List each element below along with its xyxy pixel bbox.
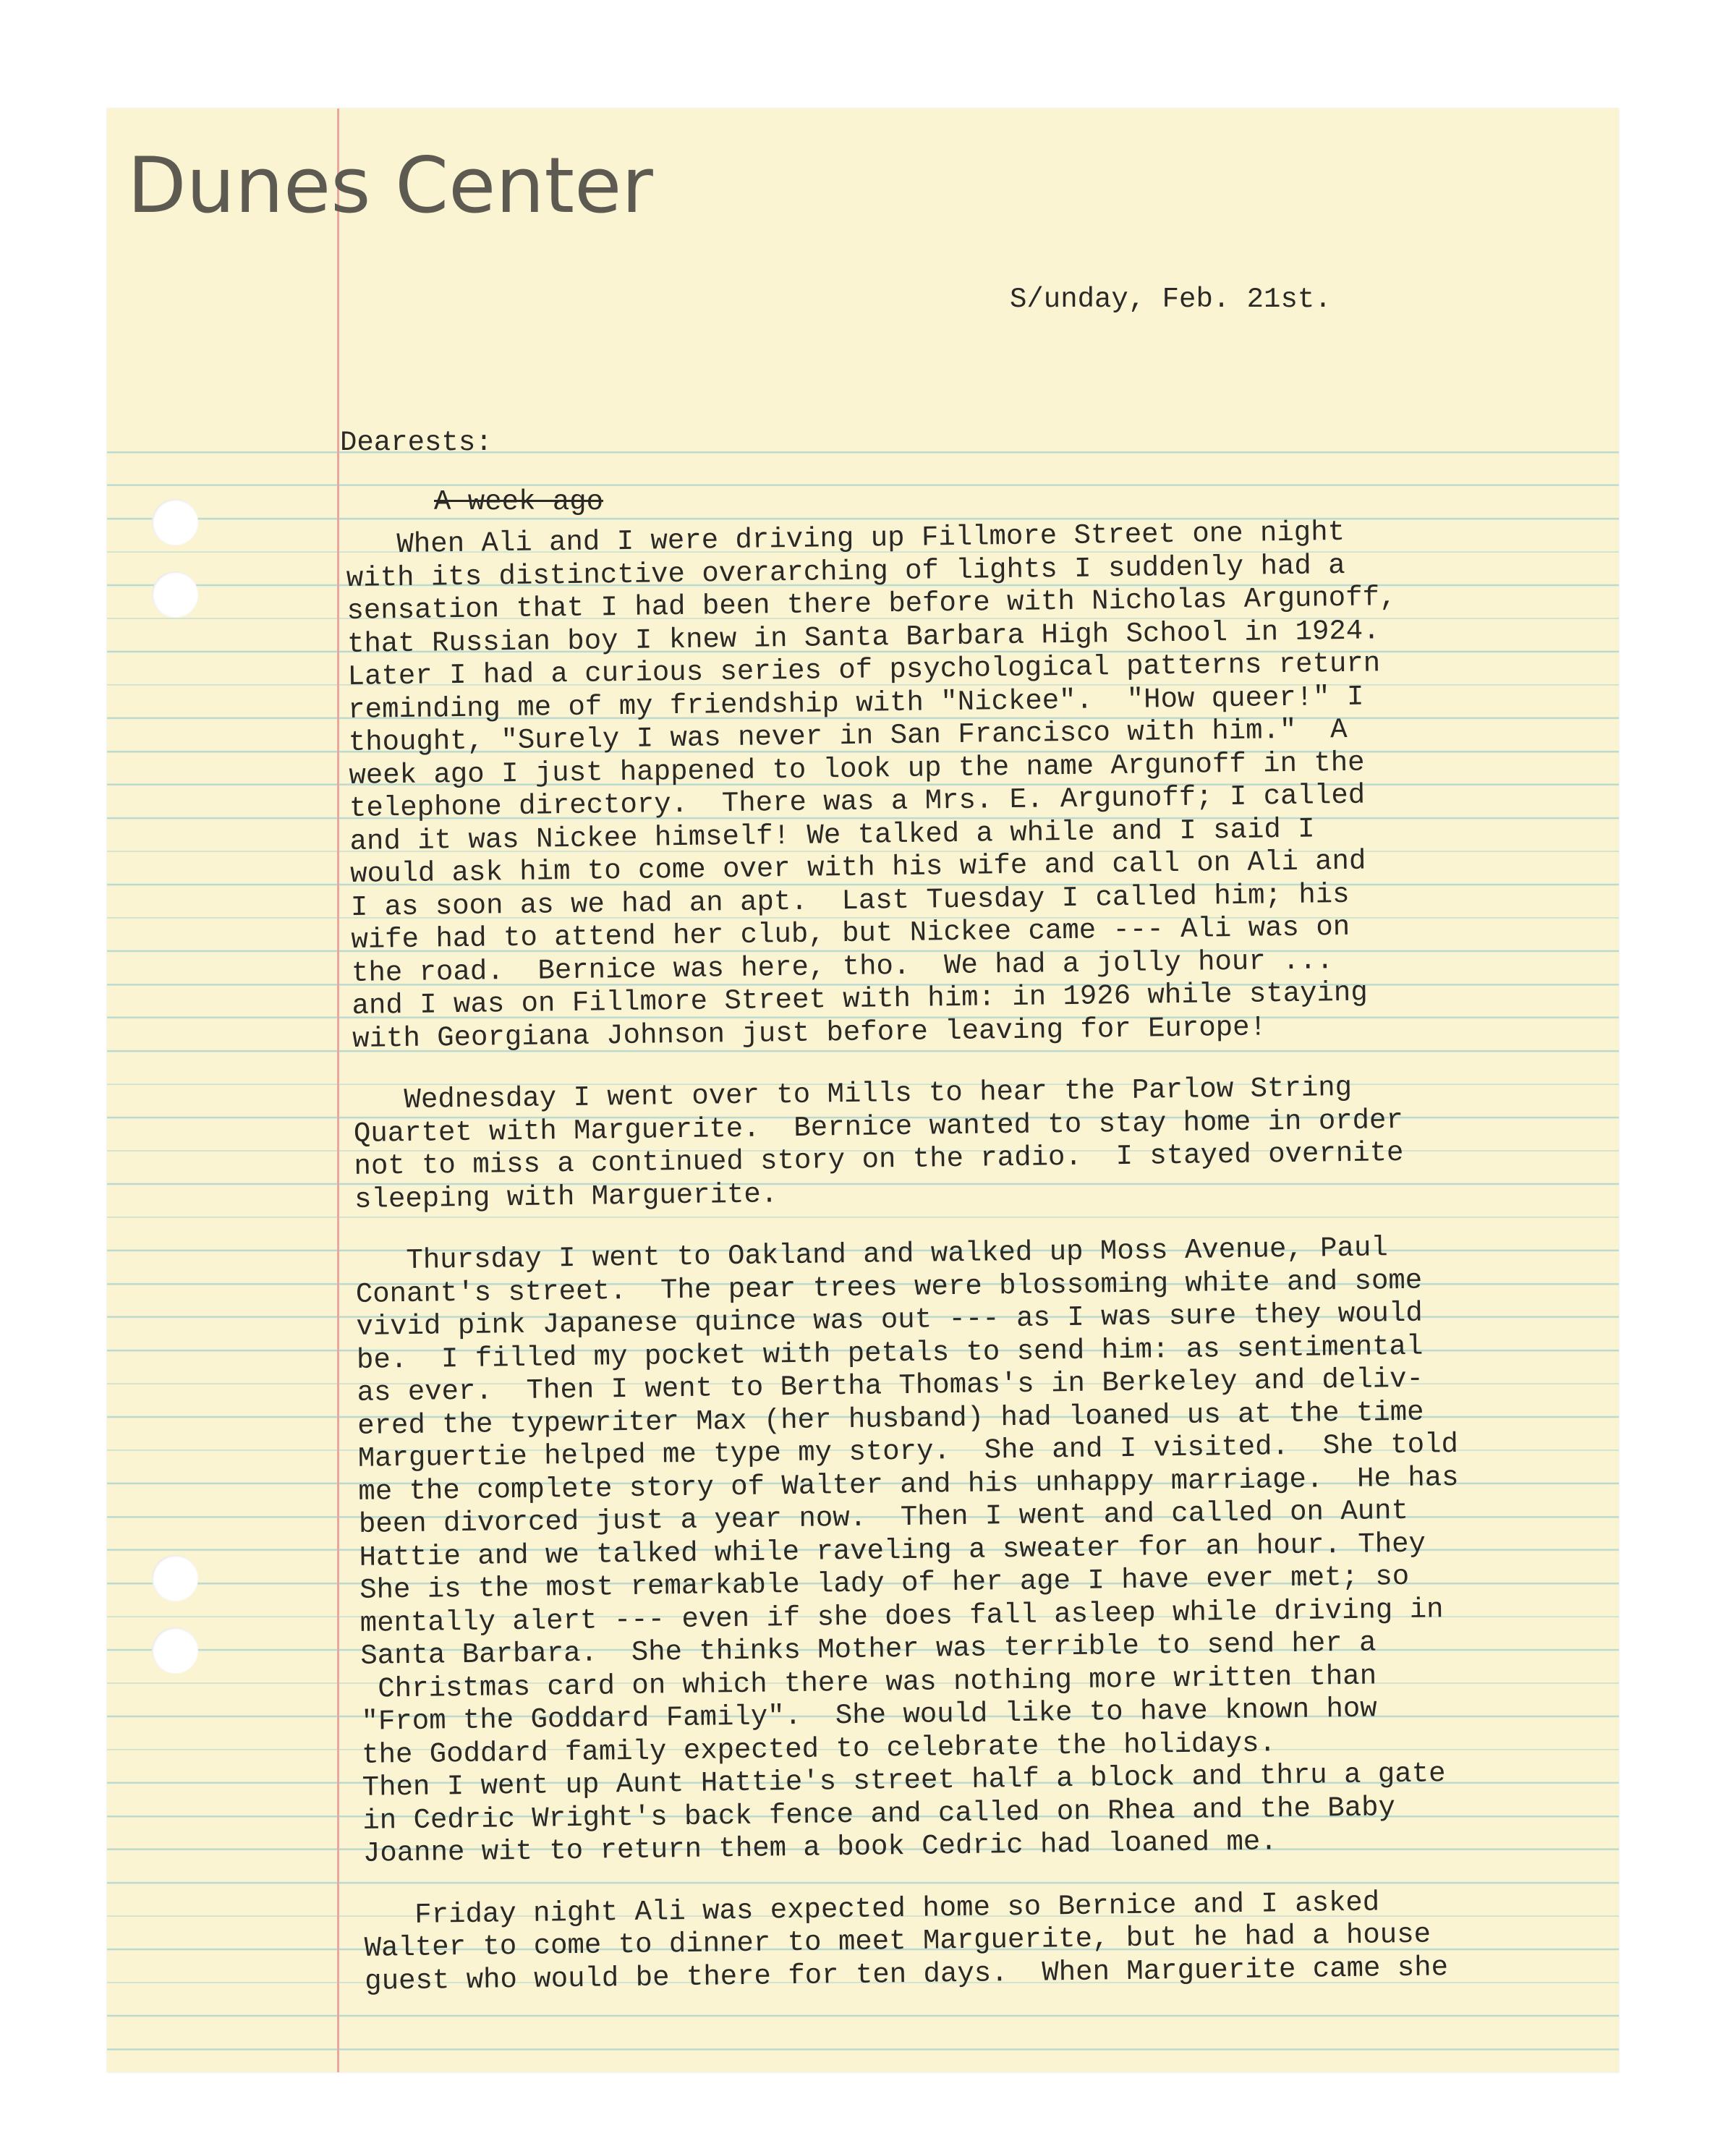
paragraph <box>353 1070 1455 1217</box>
text-line: the road. Bernice was here, tho. We had a jolly hour ... <box>351 944 1334 989</box>
text-line: sensation that I had been there before with Nicholas Argunoff, <box>346 581 1397 627</box>
punch-hole-3 <box>152 1555 198 1601</box>
text-line: reminding me of my friendship with "Nickee". "How queer!" I <box>347 681 1364 726</box>
punch-hole-4 <box>152 1627 198 1674</box>
text-line: with its distinctive overarching of lights I suddenly had a <box>346 549 1345 595</box>
paragraph <box>355 1231 1463 1870</box>
text-line: the Goddard family expected to celebrate the holidays. <box>361 1727 1277 1771</box>
text-line: Walter to come to dinner to meet Marguerite, but he had a house <box>364 1918 1431 1964</box>
text-line: Christmas card on which there was nothing more written than <box>360 1659 1377 1706</box>
punch-hole-1 <box>152 499 198 545</box>
text-line: Hattie and we talked while raveling a sweater for an hour. They <box>359 1528 1426 1574</box>
text-line: Then I went up Aunt Hattie's street half a block and thru a gate <box>362 1758 1446 1804</box>
text-line: mentally alert --- even if she does fall asleep while driving in <box>359 1593 1444 1640</box>
salutation: Dearests: <box>340 427 493 459</box>
text-line: me the complete story of Walter and his unhappy marriage. He has <box>358 1461 1459 1508</box>
text-line: and it was Nickee himself! We talked a while and I said I <box>349 813 1315 858</box>
text-line: telephone directory. There was a Mrs. E. Argunoff; I called <box>349 779 1366 825</box>
text-line: I as soon as we had an apt. Last Tuesday I called him; his <box>350 878 1350 924</box>
text-line: Later I had a curious series of psychological patterns return <box>347 647 1381 693</box>
struck-text-span: A week ago <box>434 486 604 518</box>
text-line: thought, "Surely I was never in San Francisco with him." A <box>348 713 1348 759</box>
text-line: in Cedric Wright's back fence and called on Rhea and the Baby <box>362 1791 1396 1837</box>
paragraph <box>346 515 1453 1056</box>
letter-date: S/unday, Feb. 21st. <box>1010 284 1332 315</box>
punch-hole-2 <box>152 571 198 618</box>
text-line: She is the most remarkable lady of her age I have ever met; so <box>359 1560 1410 1606</box>
text-line: not to miss a continued story on the radio. I stayed overnite <box>354 1136 1404 1183</box>
text-line: ered the typewriter Max (her husband) had loaned us at the time <box>357 1396 1424 1442</box>
text-line: as ever. Then I went to Bertha Thomas's in Berkeley and deliv- <box>357 1363 1424 1409</box>
text-line: week ago I just happened to look up the name Argunoff in the <box>349 746 1365 792</box>
text-line: Thursday I went to Oakland and walked up Moss Avenue, Paul <box>354 1232 1389 1277</box>
text-line: and I was on Fillmore Street with him: in 1926 while staying <box>352 976 1369 1022</box>
text-line: that Russian boy I knew in Santa Barbara High School in 1924. <box>346 614 1380 660</box>
text-line: guest who would be there for ten days. When Marguerite came she <box>364 1951 1449 1998</box>
struck-out-text <box>434 486 603 518</box>
text-line: Wednesday I went over to Mills to hear the Parlow String <box>353 1071 1353 1117</box>
text-line: "From the Goddard Family". She would like to have known how <box>361 1693 1377 1738</box>
text-line: Santa Barbara. She thinks Mother was terrible to send her a <box>360 1627 1377 1672</box>
text-line: been divorced just a year now. Then I went and called on Aunt <box>358 1494 1409 1541</box>
margin-rule <box>337 108 339 2072</box>
text-line: Quartet with Marguerite. Bernice wanted to stay home in order <box>353 1104 1404 1150</box>
text-line: When Ali and I were driving up Fillmore Street one night <box>346 516 1345 561</box>
paragraph <box>364 1885 1465 1998</box>
text-line: would ask him to come over with his wife and call on Ali and <box>349 845 1366 890</box>
text-line: Friday night Ali was expected home so Bernice and I asked <box>363 1886 1380 1932</box>
text-line: with Georgiana Johnson just before leaving for Europe! <box>352 1010 1267 1055</box>
letter-body <box>346 515 1465 2027</box>
text-line: wife had to attend her club, but Nickee came --- Ali was on <box>351 911 1350 956</box>
text-line: vivid pink Japanese quince was out --- as I was sure they would <box>356 1297 1424 1343</box>
text-line: Marguertie helped me type my story. She and I visited. She told <box>357 1428 1459 1475</box>
watermark-text: Dunes Center <box>127 141 653 230</box>
text-line: sleeping with Marguerite. <box>354 1178 778 1216</box>
text-line: Conant's street. The pear trees were blossoming white and some <box>355 1264 1423 1311</box>
text-line: Joanne wit to return them a book Cedric had loaned me. <box>362 1826 1277 1870</box>
text-line: be. I filled my pocket with petals to send him: as sentimental <box>356 1330 1424 1376</box>
